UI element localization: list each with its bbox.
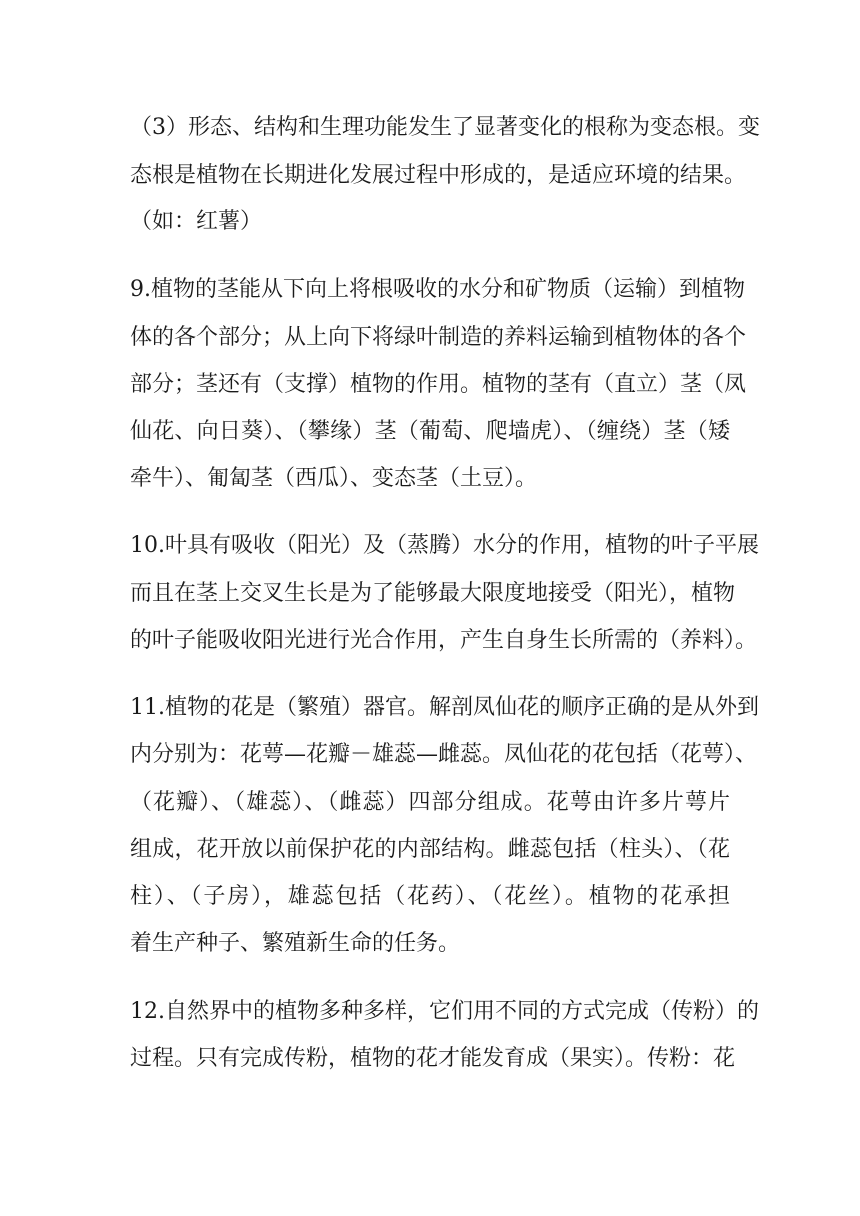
paragraph-3-line-1: （3）形态、结构和生理功能发生了显著变化的根称为变态根。变 — [130, 115, 760, 140]
paragraph-3-line-2: 态根是植物在长期进化发展过程中形成的，是适应环境的结果。 — [130, 163, 747, 188]
paragraph-11-line-1: 11.植物的花是（繁殖）器官。解剖凤仙花的顺序正确的是从外到 — [130, 695, 759, 720]
paragraph-12-line-2: 过程。只有完成传粉，植物的花才能发育成（果实）。传粉：花 — [130, 1046, 736, 1071]
paragraph-11-line-6: 着生产种子、繁殖新生命的任务。 — [130, 931, 461, 956]
paragraph-11-line-3: （花瓣）、（雄蕊）、（雌蕊）四部分组成。花萼由许多片萼片 — [130, 790, 730, 815]
paragraph-9-line-3: 部分；茎还有（支撑）植物的作用。植物的茎有（直立）茎（凤 — [130, 372, 747, 397]
paragraph-9-line-2: 体的各个部分；从上向下将绿叶制造的养料运输到植物体的各个 — [130, 325, 747, 350]
paragraph-12-line-1: 12.自然界中的植物多种多样，它们用不同的方式完成（传粉）的 — [130, 999, 759, 1024]
paragraph-10-line-1: 10.叶具有吸收（阳光）及（蒸腾）水分的作用，植物的叶子平展 — [130, 533, 759, 558]
paragraph-9-line-4: 仙花、向日葵）、（攀缘）茎（葡萄、爬墙虎）、（缠绕）茎（矮 — [130, 419, 730, 444]
paragraph-9-line-5: 牵牛）、匍匐茎（西瓜）、变态茎（土豆）。 — [130, 466, 538, 491]
paragraph-10-line-2: 而且在茎上交叉生长是为了能够最大限度地接受（阳光），植物 — [130, 581, 736, 606]
paragraph-3-line-3: （如：红薯） — [130, 209, 263, 234]
paragraph-11-line-4: 组成，花开放以前保护花的内部结构。雌蕊包括（柱头）、（花 — [130, 837, 730, 862]
paragraph-10-line-3: 的叶子能吸收阳光进行光合作用，产生自身生长所需的（养料）。 — [130, 628, 758, 653]
paragraph-9-line-1: 9.植物的茎能从下向上将根吸收的水分和矿物质（运输）到植物 — [130, 277, 745, 302]
paragraph-11-line-5: 柱）、（子房），雄蕊包括（花药）、（花丝）。植物的花承担 — [130, 884, 730, 909]
paragraph-11-line-2: 内分别为：花萼—花瓣－雄蕊—雌蕊。凤仙花的花包括（花萼）、 — [130, 742, 758, 767]
